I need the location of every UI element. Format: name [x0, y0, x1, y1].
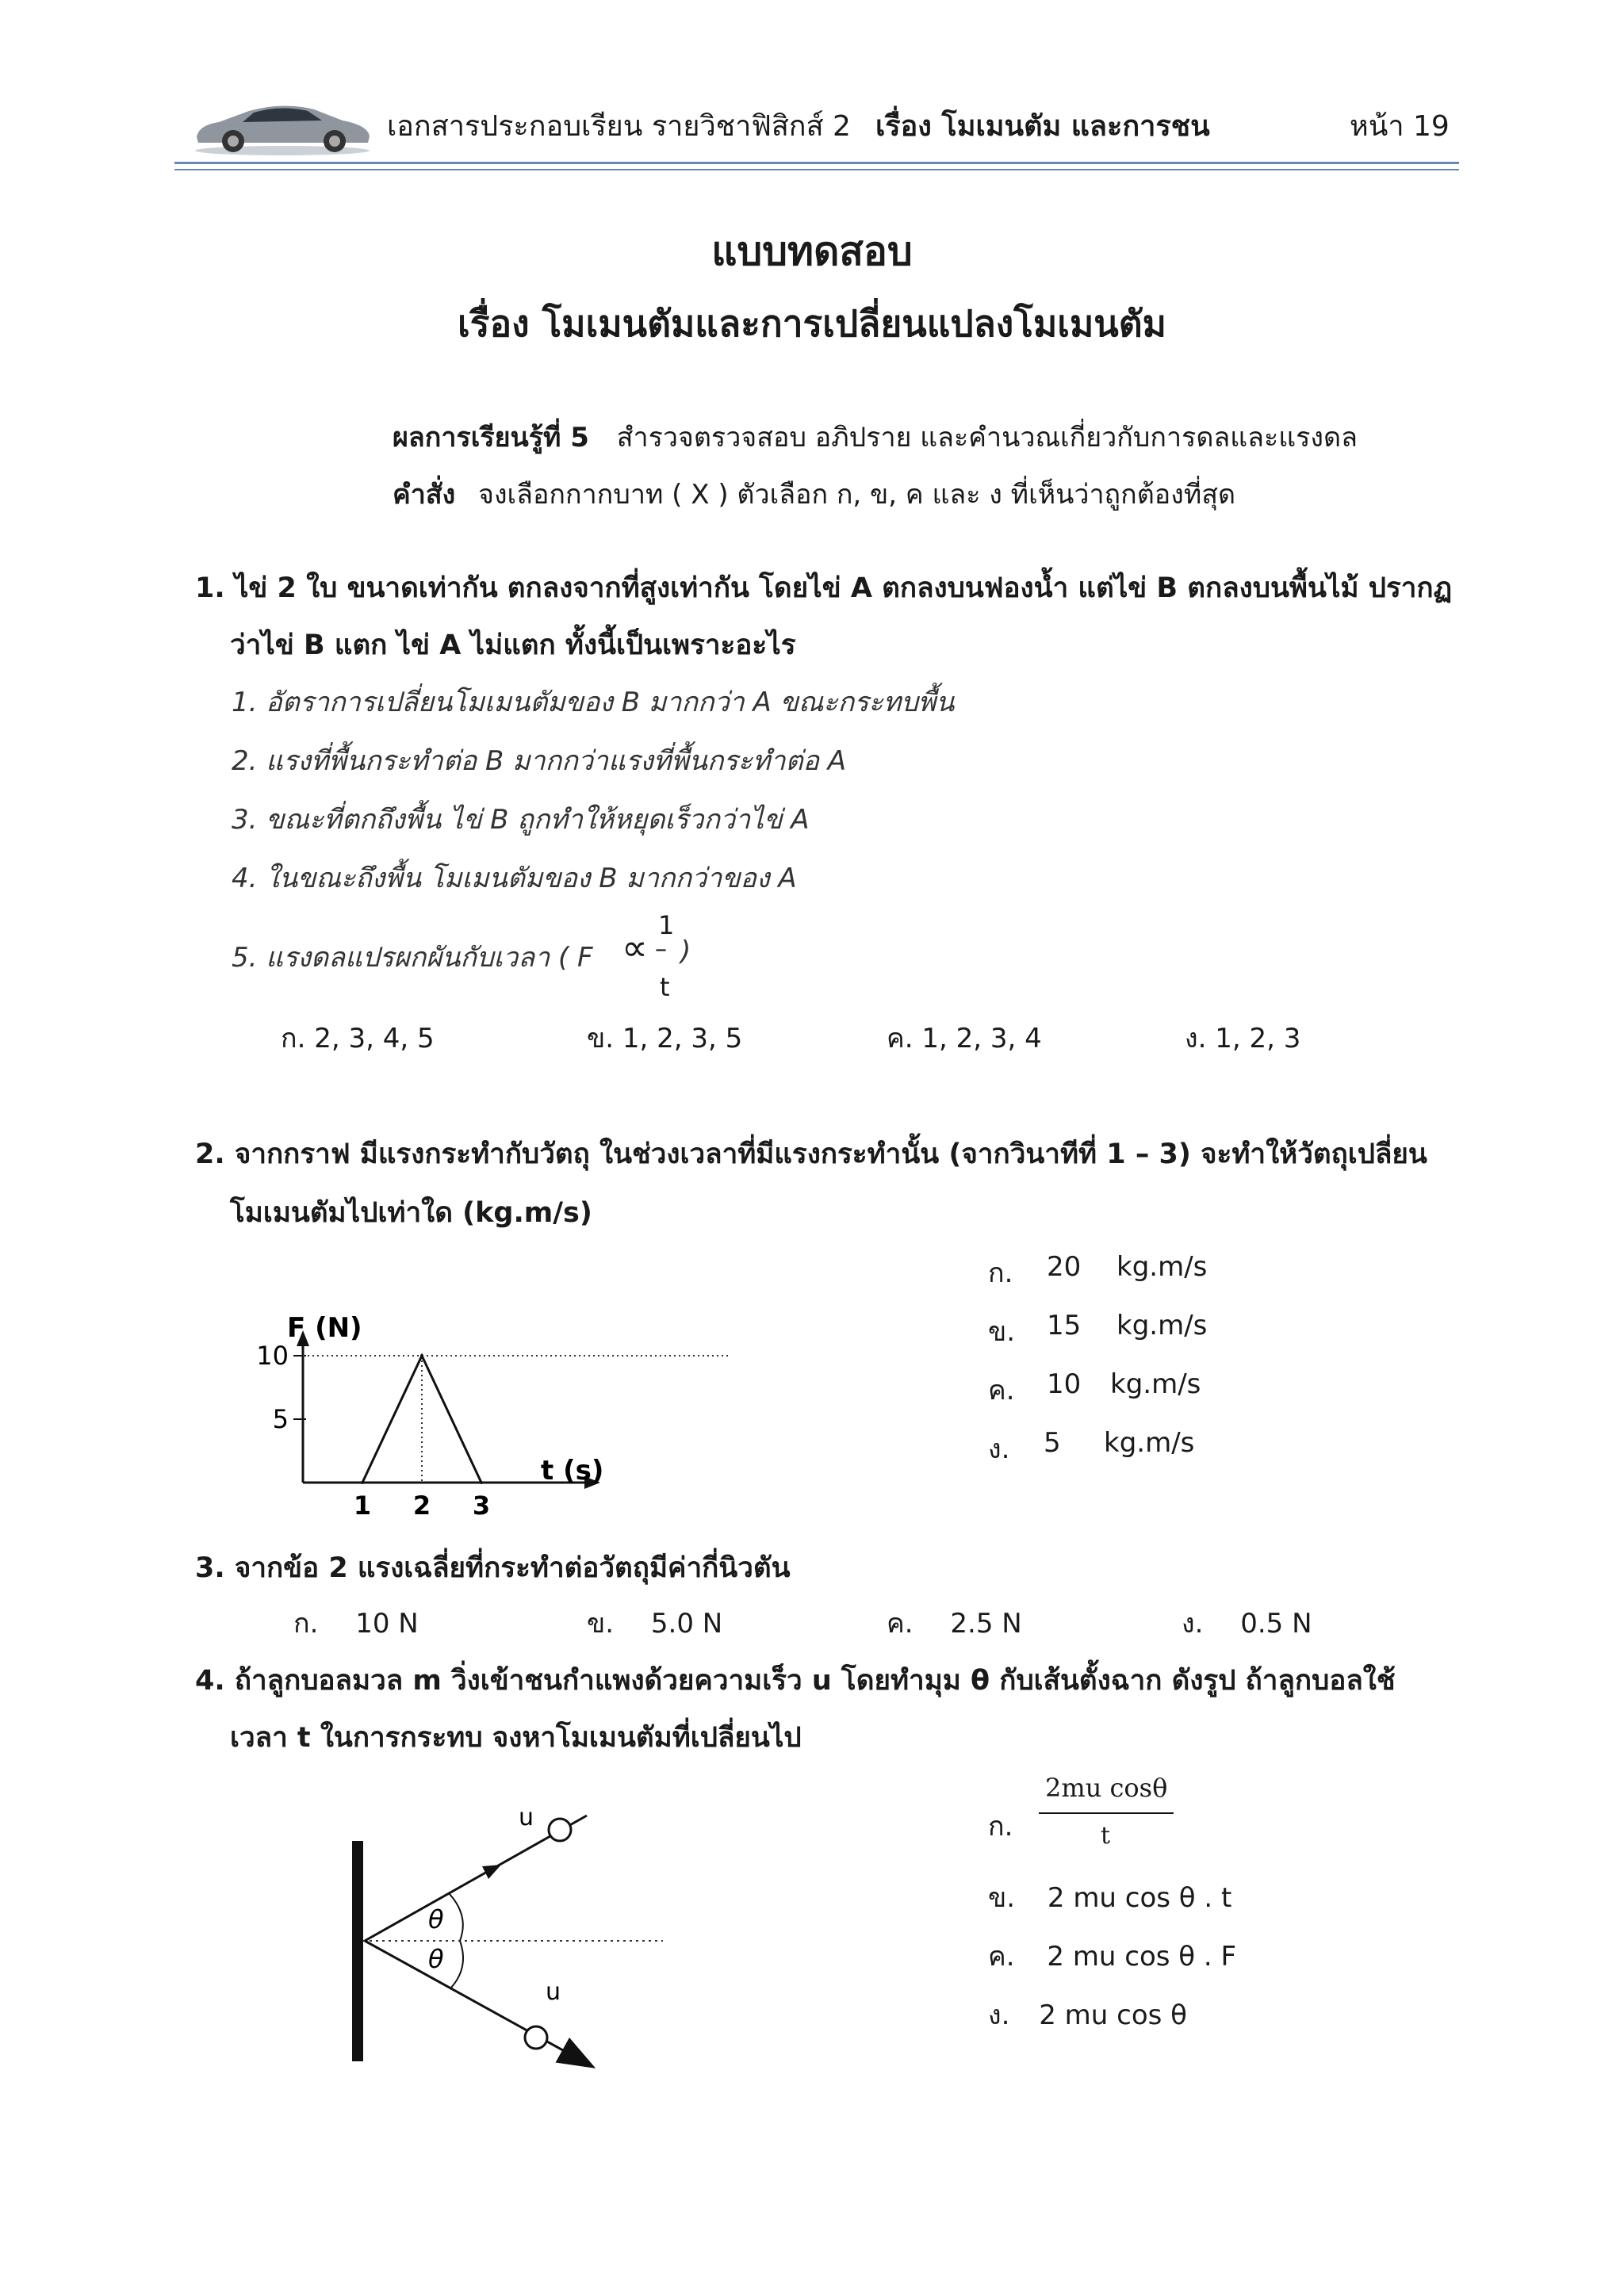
- x-tick-label-1: 1: [353, 1490, 372, 1521]
- choice-value: 20: [1047, 1251, 1082, 1283]
- q4-choice-d[interactable]: [988, 1993, 1187, 2036]
- q2-choice-a[interactable]: [988, 1251, 1208, 1294]
- y-tick-label-10: 10: [256, 1341, 289, 1371]
- page-subtitle: เรื่อง โมเมนตัมและการเปลี่ยนแปลงโมเมนตัม: [458, 302, 1166, 345]
- ball-wall-collision-diagram: [333, 1792, 682, 2077]
- page-number: หน้า 19: [1350, 110, 1450, 143]
- question-1-line1: 1. ไข่ 2 ใบ ขนาดเท่ากัน ตกลงจากที่สูงเท่ากัน โดยไข่ A ตกลงบนฟองน้ำ แต่ไข่ B ตกลงบนพื้นไม้ ปรากฏ: [195, 572, 1453, 604]
- proportional-symbol: ∝: [622, 926, 648, 969]
- choice-unit: kg.m/s: [1110, 1368, 1201, 1400]
- choice-value: 2.5 N: [950, 1608, 1022, 1640]
- choice-letter: ก.: [988, 1811, 1013, 1843]
- question-4-line2: เวลา t ในการกระทบ จงหาโมเมนตัมที่เปลี่ยนไป: [230, 1722, 802, 1754]
- choice-text: 2 mu cos θ . F: [1047, 1941, 1237, 1973]
- q3-choice-c[interactable]: [887, 1601, 1022, 1644]
- y-tick-label-5: 5: [272, 1404, 289, 1434]
- instruction: [393, 473, 1235, 515]
- choice-unit: kg.m/s: [1104, 1427, 1195, 1459]
- choice-letter: ก.: [293, 1608, 319, 1640]
- choice-value: 10 N: [355, 1608, 419, 1640]
- q1-choice-b[interactable]: ข. 1, 2, 3, 5: [587, 1023, 743, 1054]
- q4-choice-b[interactable]: [988, 1876, 1231, 1919]
- fraction-numerator: 2mu cosθ: [1045, 1773, 1168, 1803]
- q2-choice-b[interactable]: [988, 1310, 1208, 1353]
- q3-choice-b[interactable]: [587, 1601, 722, 1644]
- q1-statement-4: 4. ในขณะถึงพื้น โมเมนตัมของ B มากกว่าของ A: [232, 863, 797, 894]
- x-tick-label-3: 3: [472, 1490, 491, 1521]
- angle-label-upper: θ: [428, 1904, 444, 1934]
- choice-letter: ข.: [988, 1316, 1016, 1348]
- header-rule: [174, 169, 1459, 170]
- ball-incoming: [549, 1819, 571, 1841]
- choice-value: 15: [1047, 1310, 1082, 1341]
- angle-arc-upper: [449, 1893, 463, 1941]
- fraction-denominator: t: [660, 972, 670, 1002]
- q2-choice-d[interactable]: [988, 1427, 1195, 1470]
- question-1-line2: ว่าไข่ B แตก ไข่ A ไม่แตก ทั้งนี้เป็นเพราะอะไร: [230, 629, 796, 661]
- q1-choice-d[interactable]: ง. 1, 2, 3: [1185, 1023, 1301, 1054]
- data-point-1: [361, 1481, 364, 1484]
- data-point-3: [480, 1481, 483, 1484]
- choice-letter: ค.: [988, 1375, 1015, 1406]
- question-3-line1: 3. จากข้อ 2 แรงเฉลี่ยที่กระทำต่อวัตถุมีค่ากี่นิวตัน: [195, 1552, 791, 1584]
- x-axis-label: t (s): [541, 1455, 604, 1487]
- choice-value: 0.5 N: [1240, 1608, 1312, 1640]
- fraction-denominator: t: [1101, 1822, 1111, 1850]
- car-logo-icon: [187, 94, 377, 157]
- choice-unit: kg.m/s: [1116, 1251, 1208, 1283]
- header-rule: [174, 162, 1459, 164]
- outcome-label: ผลการเรียนรู้ที่ 5: [393, 422, 589, 453]
- question-4-line1: 4. ถ้าลูกบอลมวล m วิ่งเข้าชนกำแพงด้วยความเร็ว u โดยทำมุม θ กับเส้นตั้งฉาก ดังรูป ถ้าลูกบอลใช้: [195, 1665, 1396, 1697]
- q1-statement-2: 2. แรงที่พื้นกระทำต่อ B มากกว่าแรงที่พื้นกระทำต่อ A: [232, 745, 847, 777]
- choice-letter: ค.: [988, 1941, 1015, 1973]
- instruction-label: คำสั่ง: [393, 479, 456, 511]
- question-2-line1: 2. จากกราฟ มีแรงกระทำกับวัตถุ ในช่วงเวลาที่มีแรงกระทำนั้น (จากวินาทีที่ 1 – 3) จะทำให้วัตถุเปลี่ยน: [195, 1138, 1427, 1170]
- page-title: แบบทดสอบ: [711, 228, 913, 274]
- choice-value: 10: [1047, 1368, 1082, 1400]
- q1-choice-c[interactable]: ค. 1, 2, 3, 4: [887, 1023, 1042, 1054]
- choice-unit: kg.m/s: [1116, 1310, 1208, 1341]
- angle-arc-lower: [450, 1941, 463, 1988]
- fraction-numerator: 1: [658, 910, 675, 940]
- choice-value: 5.0 N: [650, 1608, 723, 1640]
- learning-outcome: [393, 415, 1358, 458]
- choice-letter: ง.: [1182, 1608, 1204, 1640]
- doc-title: เอกสารประกอบเรียน รายวิชาฟิสิกส์ 2: [387, 110, 851, 143]
- fraction-bar: –: [655, 936, 667, 963]
- choice-letter: ก.: [988, 1257, 1013, 1289]
- q4-choice-a[interactable]: [988, 1773, 1226, 1868]
- q1-statement-5-end: ): [680, 936, 691, 967]
- q1-choice-a[interactable]: ก. 2, 3, 4, 5: [281, 1023, 435, 1054]
- speed-label-in: u: [519, 1804, 534, 1831]
- incoming-arrow: [482, 1865, 501, 1879]
- q1-statement-5: 5. แรงดลแปรผกผันกับเวลา ( F: [232, 942, 593, 974]
- choice-letter: ง.: [988, 1999, 1010, 2031]
- choice-value: 5: [1044, 1427, 1061, 1459]
- outcome-text: สำรวจตรวจสอบ อภิปราย และคำนวณเกี่ยวกับการดลและแรงดล: [616, 422, 1358, 453]
- doc-topic: เรื่อง โมเมนตัม และการชน: [875, 110, 1210, 143]
- choice-letter: ข.: [587, 1608, 615, 1640]
- choice-letter: ง.: [988, 1433, 1010, 1465]
- choice-text: 2 mu cos θ . t: [1047, 1882, 1232, 1914]
- q3-choice-d[interactable]: [1182, 1601, 1312, 1644]
- choice-letter: ข.: [988, 1882, 1016, 1914]
- q1-statement-1: 1. อัตราการเปลี่ยนโมเมนตัมของ B มากกว่า A ขณะกระทบพื้น: [232, 687, 955, 718]
- q1-statement-3: 3. ขณะที่ตกถึงพื้น ไข่ B ถูกทำให้หยุดเร็วกว่าไข่ A: [232, 804, 810, 836]
- ball-outgoing: [525, 2026, 547, 2049]
- y-axis-label: F (N): [287, 1312, 362, 1344]
- fraction-bar: [1039, 1812, 1174, 1814]
- speed-label-out: u: [546, 1978, 561, 2006]
- x-tick-label-2: 2: [412, 1490, 431, 1521]
- angle-label-lower: θ: [428, 1944, 444, 1974]
- q2-choice-c[interactable]: [988, 1368, 1201, 1411]
- force-time-graph: [238, 1229, 841, 1530]
- choice-text: 2 mu cos θ: [1039, 1999, 1187, 2031]
- data-point-2: [420, 1354, 423, 1357]
- q4-choice-c[interactable]: [988, 1934, 1236, 1977]
- instruction-text: จงเลือกกากบาท ( X ) ตัวเลือก ก, ข, ค และ ง ที่เห็นว่าถูกต้องที่สุด: [478, 479, 1236, 511]
- question-2-line2: โมเมนตัมไปเท่าใด (kg.m/s): [230, 1197, 592, 1229]
- choice-letter: ค.: [887, 1608, 914, 1640]
- q3-choice-a[interactable]: [293, 1601, 419, 1644]
